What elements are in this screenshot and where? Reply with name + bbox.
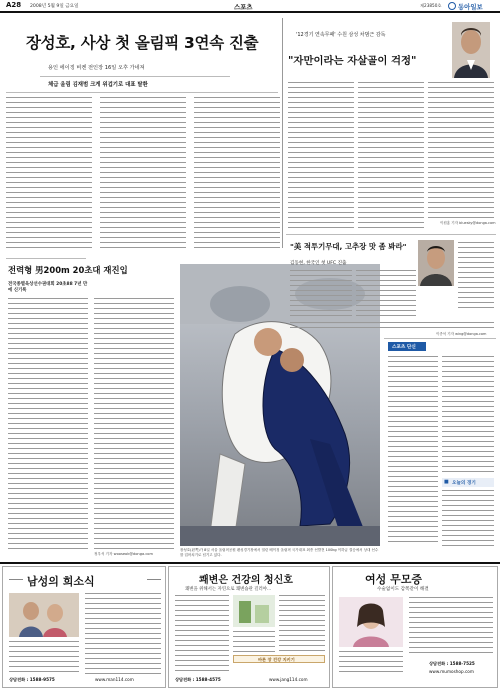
interview-body-col-2 xyxy=(358,82,424,228)
record-body-col-2 xyxy=(94,298,174,550)
coach-portrait xyxy=(452,22,490,78)
ad2-body-mid xyxy=(233,631,275,653)
newspaper-name: 동아일보 xyxy=(458,2,483,11)
lead-divider xyxy=(6,92,278,93)
ad2-callout-box xyxy=(233,655,325,663)
interview-byline: 이원홍 기자 bluesky@donga.com xyxy=(440,221,496,225)
ad-bowel-health xyxy=(168,566,330,688)
sports-brief-badge xyxy=(388,342,426,351)
golf-body-main xyxy=(290,322,494,330)
sports-brief-body-1 xyxy=(388,356,438,546)
issue-date: 2008년 5월 9일 금요일 xyxy=(30,3,79,9)
ad2-product-image xyxy=(233,595,275,627)
record-byline: 정우석 기자 wooseok@donga.com xyxy=(94,552,153,556)
ad3-title: 여성 무모증 xyxy=(365,573,422,586)
ad2-body-right xyxy=(279,595,325,653)
ad3-body-left xyxy=(339,651,403,673)
ad1-photo xyxy=(9,593,79,637)
ad3-illustration xyxy=(339,597,403,647)
ad3-url[interactable]: www.mumoshop.com xyxy=(429,669,474,674)
golf-body-col-1 xyxy=(290,270,352,318)
ad3-phone: 상담전화 : 1588-7525 xyxy=(429,661,475,666)
subhead-divider xyxy=(40,76,230,77)
golf-headline: "美 적투기무대, 고추장 맛 좀 봐라" xyxy=(290,242,407,251)
ad1-body-right xyxy=(85,593,161,675)
golf-body-col-2 xyxy=(356,270,416,318)
ad2-body-left xyxy=(175,595,229,673)
ad-female-care xyxy=(332,566,498,688)
ad2-callout: 바른 장 건강 지키기 xyxy=(258,657,295,662)
header-rule xyxy=(0,11,500,13)
tv-schedule-badge xyxy=(442,478,494,487)
record-headline: 전력형 男200m 20초대 재진입 xyxy=(8,265,128,275)
page-number: A28 xyxy=(6,1,22,9)
ad1-phone: 상담전화 : 1588-9575 xyxy=(9,677,55,682)
interview-body-col-3 xyxy=(428,82,494,218)
golf-subtitle: 김동현, 한국인 첫 UFC 진출 xyxy=(290,261,347,266)
sports-brief-body-2 xyxy=(442,356,494,474)
tv-schedule-body xyxy=(442,490,494,546)
athlete-portrait xyxy=(418,240,454,286)
lead-headline: 장성호, 사상 첫 올림픽 3연속 진출 xyxy=(26,34,259,52)
lead-body-col-1 xyxy=(6,97,92,252)
brief-divider xyxy=(384,338,496,339)
ad1-body-left xyxy=(9,641,79,675)
ad-zone-rule xyxy=(0,562,500,564)
page-header xyxy=(0,0,500,11)
interview-headline: "자만이라는 자살골이 걱정" xyxy=(288,55,417,67)
record-body-col-1 xyxy=(8,298,88,550)
ad2-phone: 상담전화 : 1588-4575 xyxy=(175,677,221,682)
golf-divider xyxy=(286,234,496,235)
record-divider xyxy=(6,258,86,259)
ad2-url[interactable]: www.jang114.com xyxy=(269,677,308,682)
golf-byline: 이종석 기자 wing@donga.com xyxy=(436,332,487,336)
lead-photo-caption: 장성호(왼쪽)가 8일 서울 올림픽공원 펜싱경기장에서 열린 베이징 올림픽 국가대표 최종 선발전 100kg 이하급 결승에서 상대 선수를 업어치기로 넘기고 있다. xyxy=(180,548,379,557)
golf-body-col-3 xyxy=(458,242,494,312)
tv-schedule-title: 오늘의 경기 xyxy=(452,480,476,486)
newspaper-logo xyxy=(448,2,456,10)
ad1-title-ornament-right xyxy=(147,579,161,580)
ad2-subtitle: 쾌변을 위해서는 자연으로 쾌변습관 길러야... xyxy=(185,587,272,592)
lead-subhead-1: 용인 에이징 비켄 전인장 16일 오후 가네져 xyxy=(48,65,145,71)
record-subhead: 전국종별육상선수권대회 20초88 7년 만에 신기록 xyxy=(8,282,88,293)
section-name: 스포츠 xyxy=(234,2,253,11)
lead-body-col-3 xyxy=(194,97,280,252)
edition-number: 제23850호 xyxy=(420,2,442,8)
interview-body-col-1 xyxy=(288,82,354,228)
ad1-title: 남성의 희소식 xyxy=(27,575,95,588)
sports-brief-title: 스포츠 단신 xyxy=(392,344,416,350)
ad-male-health xyxy=(2,566,166,688)
column-rule-1 xyxy=(282,18,283,248)
lead-body-col-2 xyxy=(100,97,186,252)
ad1-url[interactable]: www.man114.com xyxy=(95,677,134,682)
tv-schedule-icon: ■ xyxy=(444,479,449,485)
lead-subhead-2: 체급 올림 김재범 크게 위겁기로 대표 탈환 xyxy=(48,82,148,88)
ad3-body-right xyxy=(409,597,493,655)
ad2-title: 쾌변은 건강의 청신호 xyxy=(199,575,293,586)
ad3-subtitle: 수술없이도 감쪽같이 해결 xyxy=(377,587,429,592)
interview-kicker: '12경기 연속무패' 수원 삼성 차범근 감독 xyxy=(296,32,386,38)
ad1-title-ornament xyxy=(9,579,23,580)
